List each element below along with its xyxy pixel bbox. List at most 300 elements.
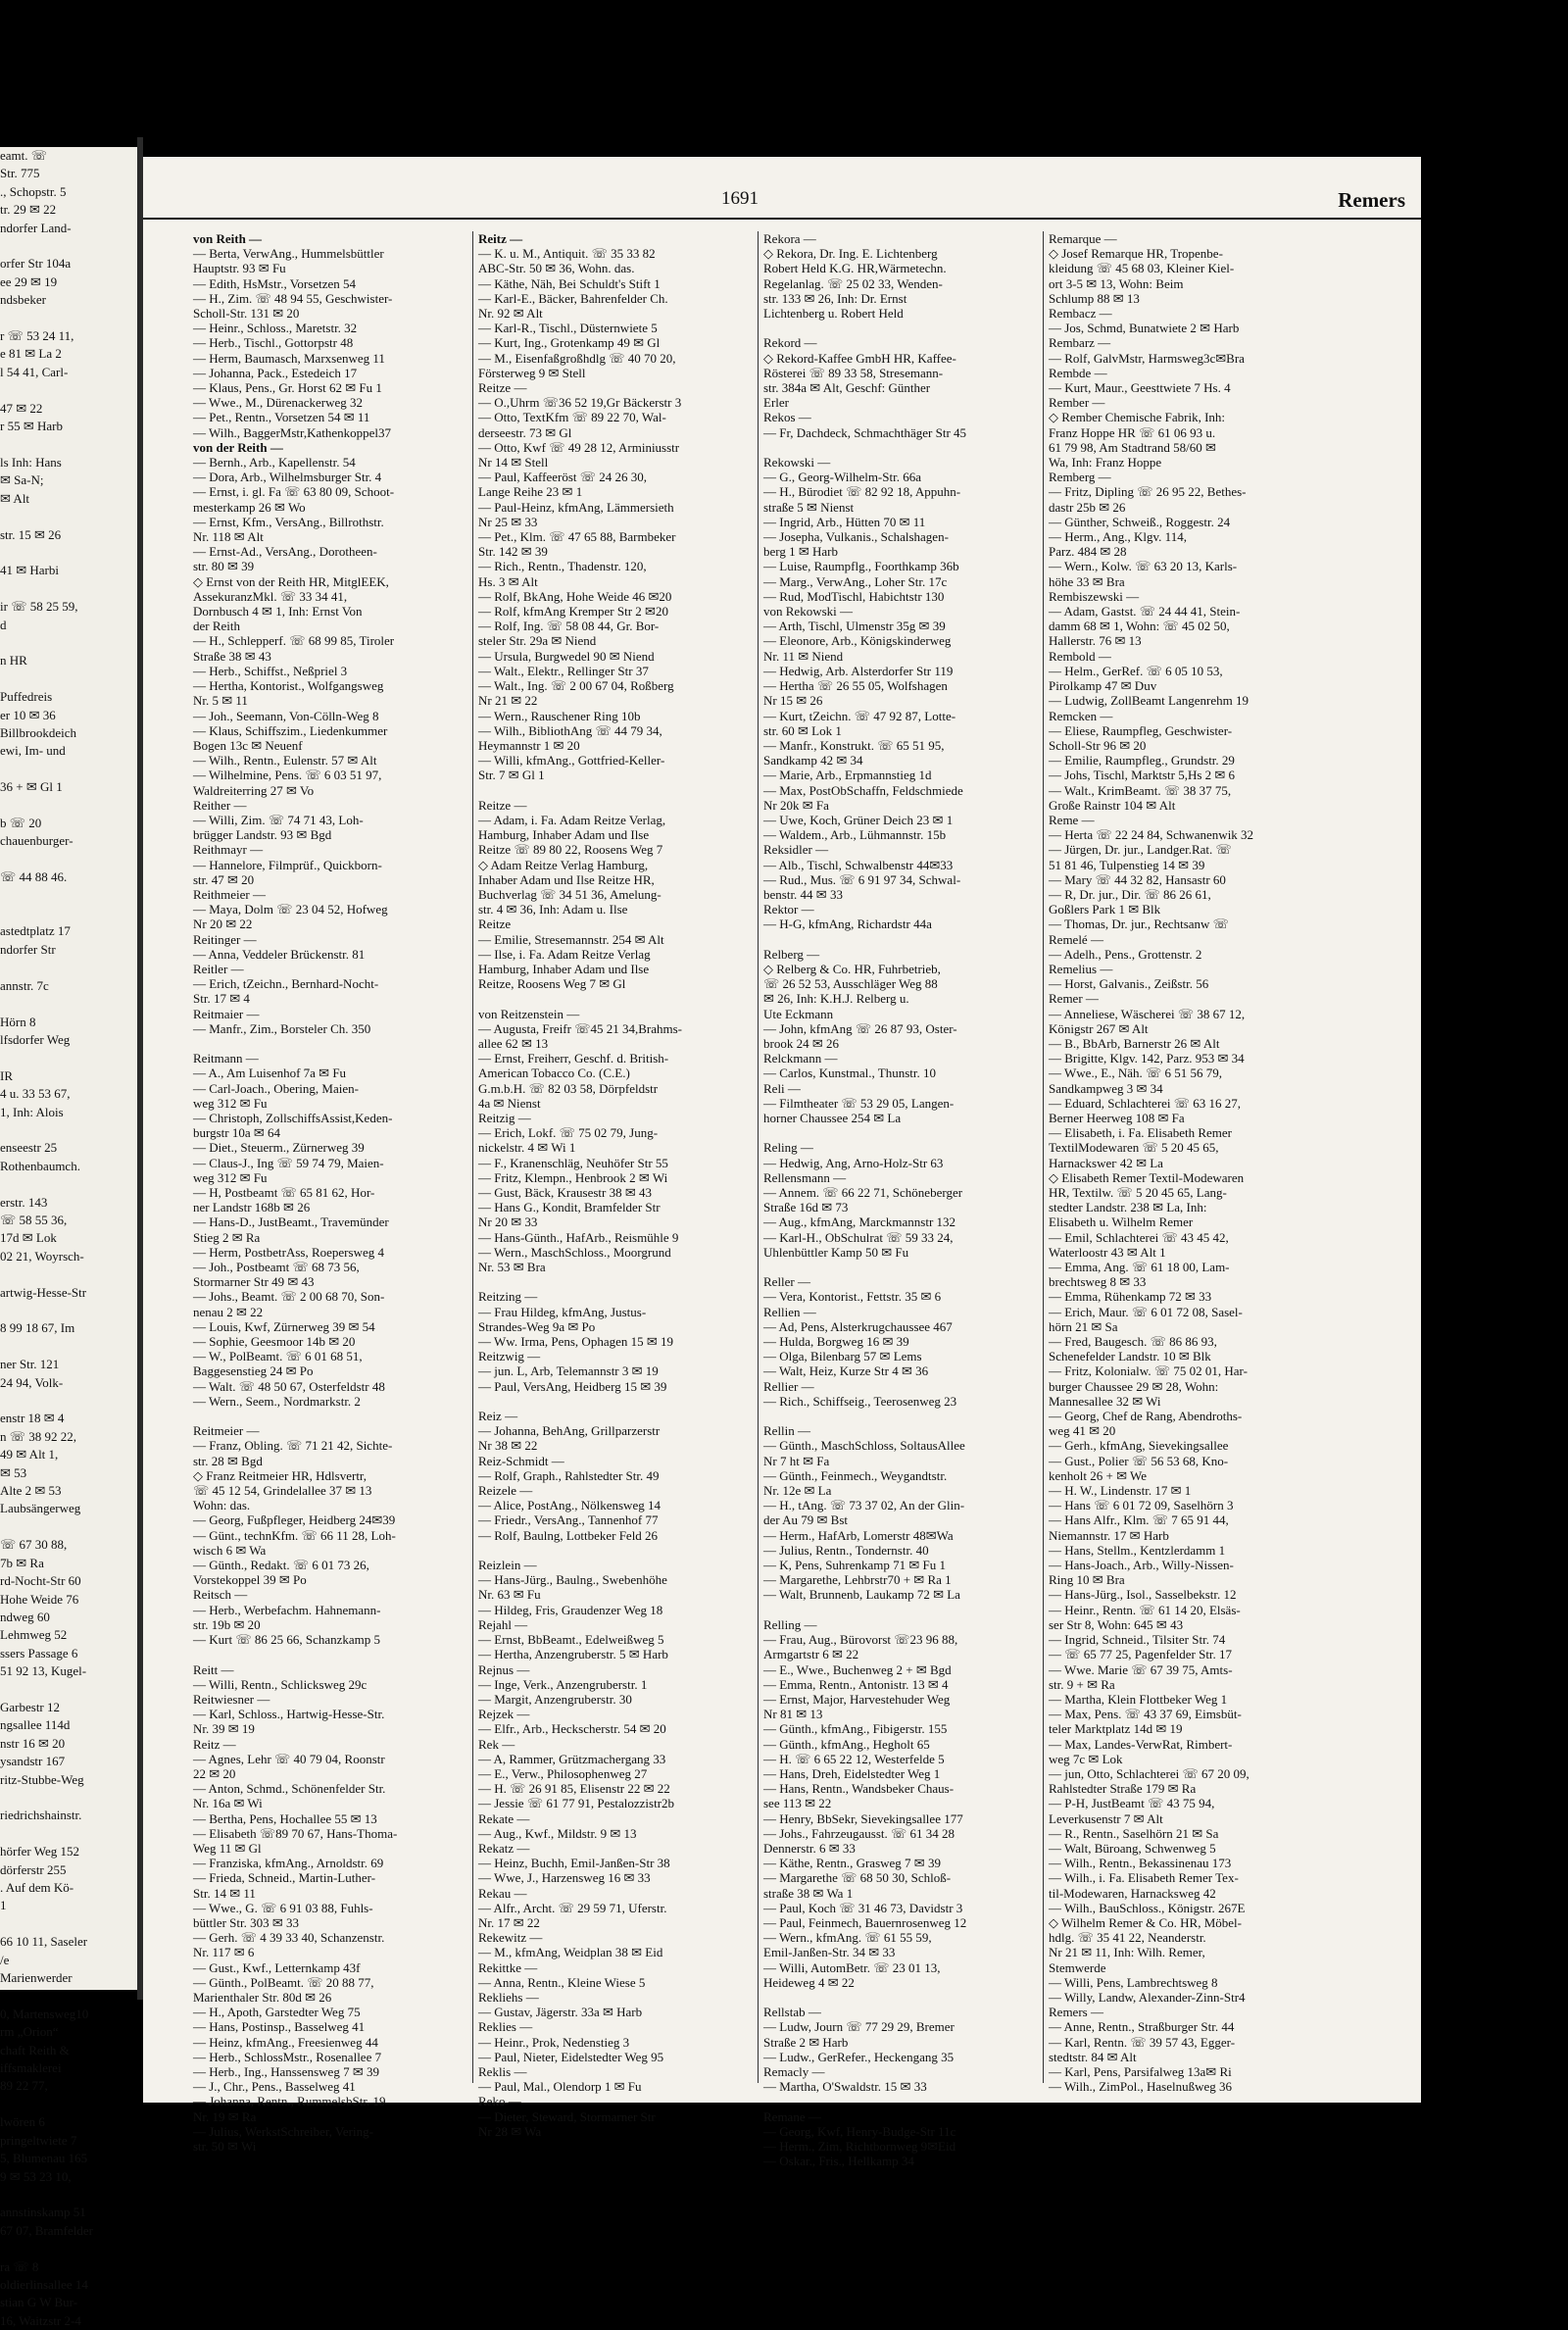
entry-line: — H. ☏ 6 65 22 12, Westerfelde 5 — [763, 1751, 945, 1766]
entry-line: — Max, Pens. ☏ 43 37 69, Eimsbüt- — [1049, 1707, 1242, 1722]
entry-line: — Herb., SchlossMstr., Rosenallee 7 — [193, 2049, 382, 2064]
entry-line: — Joh., Seemann, Von-Cölln-Weg 8 — [193, 708, 379, 723]
entry-line: 61 79 98, Am Stadtrand 58/60 ✉ — [1049, 439, 1216, 455]
entry-heading: Remane — — [763, 2108, 821, 2124]
entry-line: — Edith, HsMstr., Vorsetzen 54 — [193, 275, 356, 291]
directory-column-1 — [188, 231, 472, 2154]
entry-line: — Emma, Rentn., Antonistr. 13 ✉ 4 — [763, 1676, 949, 1692]
entry-line: — Wilh., Rentn., Bekassinenau 173 — [1049, 1856, 1232, 1871]
entry-line: til-Modewaren, Harnacksweg 42 — [1049, 1885, 1216, 1901]
entry-line: — Eleonore, Arb., Königskinderweg — [763, 633, 952, 649]
entry-line: — H., Apoth, Garstedter Weg 75 — [193, 2005, 361, 2020]
entry-line: Parz. 484 ✉ 28 — [1049, 544, 1127, 560]
entry-line: — Berta, VerwAng., Hummelsbüttler — [193, 246, 384, 262]
entry-line: — A., Am Luisenhof 7a ✉ Fu — [193, 1066, 347, 1081]
entry-line: Waterloostr 43 ✉ Alt 1 — [1049, 1244, 1166, 1260]
entry-line: — O.,Uhrm ☏36 52 19,Gr Bäckerstr 3 — [478, 395, 682, 411]
entry-line: — Filmtheater ☏ 53 29 05, Langen- — [763, 1095, 955, 1111]
entry-heading: Reklis — — [478, 2063, 527, 2079]
entry-line: — Kurt, tZeichn. ☏ 47 92 87, Lotte- — [763, 708, 956, 723]
entry-line: str. 28 ✉ Bgd — [193, 1453, 263, 1468]
left-page-line: lfsdorfer Weg — [0, 1031, 71, 1047]
entry-line: — Aug., kfmAng, Marckmannstr 132 — [763, 1215, 956, 1230]
entry-line: Ute Eckmann — [763, 1006, 834, 1021]
left-page-line: Marienwerder — [0, 1970, 73, 1986]
entry-line: — Hedwig, Arb. Alsterdorfer Str 119 — [763, 663, 954, 678]
entry-line: Franz Hoppe HR ☏ 61 06 93 u. — [1049, 424, 1216, 440]
left-page-line: ner Str. 121 — [0, 1357, 60, 1372]
entry-line: — Paul, Feinmech, Bauernrosenweg 12 — [763, 1914, 967, 1930]
entry-line: ◇ Ernst von der Reith HR, MitglEEK, — [193, 573, 389, 589]
entry-line: — Käthe, Näh, Bei Schuldt's Stift 1 — [478, 275, 661, 291]
entry-line: — J., Chr., Pens., Basselweg 41 — [193, 2079, 356, 2095]
entry-line: — Waldem., Arb., Lühmannstr. 15b — [763, 827, 947, 843]
entry-line: — R., Rentn., Saselhörn 21 ✉ Sa — [1049, 1825, 1219, 1841]
entry-line — [478, 991, 753, 1006]
entry-line: — ☏ 65 77 25, Pagenfelder Str. 17 — [1049, 1647, 1233, 1662]
entry-heading: Reli — — [763, 1080, 801, 1096]
left-page-line: hörfer Weg 152 — [0, 1844, 80, 1859]
entry-line: — Joh., Postbeamt ☏ 68 73 56, — [193, 1260, 360, 1275]
entry-line: — Walt. ☏ 48 50 67, Osterfeldstr 48 — [193, 1378, 385, 1394]
entry-heading: Reizlein — — [478, 1558, 537, 1573]
entry-line: — Günth., Redakt. ☏ 6 01 73 26, — [193, 1558, 369, 1573]
entry-heading: Reitsch — — [193, 1587, 248, 1603]
entry-line: — H. W., Lindenstr. 17 ✉ 1 — [1049, 1483, 1192, 1499]
entry-line: — Aug., Kwf., Mildstr. 9 ✉ 13 — [478, 1825, 637, 1841]
page-header — [143, 188, 1421, 220]
left-page-line: Str. 775 — [0, 166, 40, 181]
entry-line: — Rolf, GalvMstr, Harmsweg3c✉Bra — [1049, 350, 1245, 366]
entry-line: — Anna, Veddeler Brückenstr. 81 — [193, 946, 366, 962]
left-page-line: n ☏ 38 92 22, — [0, 1428, 77, 1444]
entry-heading: Rembold — — [1049, 648, 1111, 664]
entry-line: — Sophie, Geesmoor 14b ✉ 20 — [193, 1334, 356, 1350]
entry-line: — Wilh., BaggerMstr,Kathenkoppel37 — [193, 424, 391, 440]
entry-line: — Günth., PolBeamt. ☏ 20 88 77, — [193, 1974, 374, 1990]
entry-line: — Martha, Klein Flottbeker Weg 1 — [1049, 1691, 1228, 1707]
entry-line: — G., Georg-Wilhelm-Str. 66a — [763, 470, 921, 485]
entry-line: — Emma, Ang. ☏ 61 18 00, Lam- — [1049, 1260, 1230, 1275]
entry-heading: Rellensmann — — [763, 1169, 847, 1185]
entry-line: — Erich, Lokf. ☏ 75 02 79, Jung- — [478, 1125, 659, 1141]
entry-line: — Herm, Baumasch, Marxsenweg 11 — [193, 350, 385, 366]
entry-line: — Hans, Stellm., Kentzlerdamm 1 — [1049, 1542, 1226, 1558]
entry-line: brechtsweg 8 ✉ 33 — [1049, 1274, 1147, 1290]
entry-heading: Rellin — — [763, 1423, 811, 1439]
entry-line: — A, Rammer, Grützmachergang 33 — [478, 1751, 666, 1766]
entry-line: ☏ 26 52 53, Ausschläger Weg 88 — [763, 976, 938, 992]
entry-line: Nr. 16a ✉ Wi — [193, 1796, 263, 1811]
entry-line: — Uwe, Koch, Grüner Deich 23 ✉ 1 — [763, 812, 954, 827]
entry-line — [193, 1647, 467, 1661]
entry-line: Lichtenberg u. Robert Held — [763, 306, 904, 322]
entry-line: — Anna, Rentn., Kleine Wiese 5 — [478, 1974, 646, 1990]
entry-line: — H., tAng. ☏ 73 37 02, An der Glin- — [763, 1498, 965, 1513]
entry-line: — Herm., HafArb, Lomerstr 48✉Wa — [763, 1527, 954, 1543]
entry-line: — Wwe., M., Dürenackerweg 32 — [193, 395, 364, 411]
entry-heading: Reitzing — — [478, 1289, 538, 1305]
entry-line: — Ingrid, Schneid., Tilsiter Str. 74 — [1049, 1632, 1226, 1648]
entry-line: Nr 20 ✉ 33 — [478, 1215, 538, 1230]
entry-line: Waldreiterring 27 ✉ Vo — [193, 782, 315, 798]
entry-line: — H., Bürodiet ☏ 82 92 18, Appuhn- — [763, 484, 961, 500]
entry-line: burgstr 10a ✉ 64 — [193, 1125, 281, 1141]
entry-line: — Horst, Galvanis., Zeißstr. 56 — [1049, 976, 1209, 992]
entry-line: — Marie, Arb., Erpmannstieg 1d — [763, 768, 932, 783]
entry-heading: Rekora — — [763, 231, 816, 246]
entry-line: — Günth., kfmAng., Hegholt 65 — [763, 1736, 930, 1752]
left-page-line — [0, 1825, 137, 1843]
entry-line: Straße 2 ✉ Harb — [763, 2034, 849, 2050]
entry-line: Reitze ☏ 89 80 22, Roosens Weg 7 — [478, 842, 663, 858]
left-page-line: dörferstr 255 — [0, 1861, 67, 1877]
entry-line: — E., Wwe., Buchenweg 2 + ✉ Bgd — [763, 1661, 952, 1677]
entry-line: — Rolf, BkAng, Hohe Weide 46 ✉20 — [478, 588, 672, 604]
left-page-line — [0, 1338, 137, 1356]
left-page-line: 24 94, Volk- — [0, 1374, 64, 1390]
entry-heading: Reitler — — [193, 961, 244, 976]
entry-line: — Mary ☏ 44 32 82, Hansastr 60 — [1049, 871, 1226, 887]
entry-line: — Hans Alfr., Klm. ☏ 7 65 91 44, — [1049, 1512, 1229, 1528]
entry-line: — Klaus, Pens., Gr. Horst 62 ✉ Fu 1 — [193, 380, 382, 396]
entry-line: — Hans-Jürg., Isol., Sasselbekstr. 12 — [1049, 1587, 1237, 1603]
entry-line: — Hans, Rentn., Wandsbeker Chaus- — [763, 1781, 955, 1797]
entry-line: Robert Held K.G. HR,Wärmetechn. — [763, 261, 947, 276]
entry-line: — Günt., technKfm. ☏ 66 11 28, Loh- — [193, 1527, 396, 1543]
entry-line — [763, 2094, 1038, 2108]
entry-line: Rösterei ☏ 89 33 58, Stresemann- — [763, 365, 944, 380]
entry-line: — Jos, Schmd, Bunatwiete 2 ✉ Harb — [1049, 321, 1240, 336]
entry-line: Str. 142 ✉ 39 — [478, 544, 548, 560]
entry-line: — Elisabeth, i. Fa. Elisabeth Remer — [1049, 1125, 1233, 1141]
entry-heading: Remcken — — [1049, 708, 1113, 723]
entry-line: kenholt 26 + ✉ We — [1049, 1467, 1147, 1483]
entry-line: Nr 81 ✉ 13 — [763, 1707, 823, 1722]
entry-line: stedter Landstr. 238 ✉ La, Inh: — [1049, 1200, 1207, 1215]
entry-line: — Emilie, Raumpfleg., Grundstr. 29 — [1049, 753, 1235, 768]
entry-line: — Gerh. ☏ 4 39 33 40, Schanzenstr. — [193, 1930, 385, 1946]
entry-line: — Manfr., Konstrukt. ☏ 65 51 95, — [763, 737, 945, 753]
entry-line: — Alfr., Archt. ☏ 29 59 71, Uferstr. — [478, 1900, 667, 1915]
entry-heading: Reitt — — [193, 1661, 234, 1677]
entry-line: Straße 16d ✉ 73 — [763, 1200, 849, 1215]
left-page-line — [0, 797, 137, 815]
entry-line — [763, 1990, 1038, 2005]
entry-line: — Rolf, Graph., Rahlstedter Str. 49 — [478, 1467, 660, 1483]
entry-line: — Klaus, Schiffszim., Liedenkummer — [193, 722, 388, 738]
entry-line: Schlump 88 ✉ 13 — [1049, 290, 1140, 306]
entry-line: — Wwe., E., Näh. ☏ 6 51 56 79, — [1049, 1066, 1223, 1081]
entry-heading: Remers — — [1049, 2005, 1103, 2020]
left-page-line: Billbrookdeich — [0, 725, 76, 740]
entry-line: — Emma, Rühenkamp 72 ✉ 33 — [1049, 1289, 1212, 1305]
entry-line: — Thomas, Dr. jur., Rechtsanw ☏ — [1049, 917, 1229, 932]
entry-line: — Wern., Kolw. ☏ 63 20 13, Karls- — [1049, 559, 1238, 574]
entry-line: — Wwe., G. ☏ 6 91 03 88, Fuhls- — [193, 1900, 373, 1915]
entry-line: — Herb., Ing., Hanssensweg 7 ✉ 39 — [193, 2063, 379, 2079]
entry-line: weg 41 ✉ 20 — [1049, 1423, 1116, 1439]
entry-line: Rahlstedter Straße 179 ✉ Ra — [1049, 1781, 1197, 1797]
left-page-line: ra ☏ 8 — [0, 2258, 39, 2274]
left-page-line — [0, 905, 137, 922]
entry-line: Wohn: das. — [193, 1498, 251, 1513]
entry-line: — Johs., Beamt. ☏ 2 00 68 70, Son- — [193, 1289, 385, 1305]
left-page-line: ndweg 60 — [0, 1609, 50, 1624]
entry-heading: Relckmann — — [763, 1051, 838, 1066]
entry-line: — Fritz, Kolonialw. ☏ 75 02 01, Har- — [1049, 1363, 1248, 1379]
left-page-line: ritz-Stubbe-Weg — [0, 1771, 84, 1787]
entry-line: American Tobacco Co. (C.E.) — [478, 1066, 630, 1081]
entry-line: benstr. 44 ✉ 33 — [763, 886, 843, 902]
left-page-line: n HR — [0, 653, 27, 669]
entry-line: — Erich, Maur. ☏ 6 01 72 08, Sasel- — [1049, 1304, 1243, 1319]
entry-line: — Wilhelmine, Pens. ☏ 6 03 51 97, — [193, 768, 382, 783]
entry-line: — Maya, Dolm ☏ 23 04 52, Hofweg — [193, 902, 388, 917]
entry-line: — Hertha, Kontorist., Wolfgangsweg — [193, 678, 384, 694]
entry-line: — Karl-E., Bäcker, Bahrenfelder Ch. — [478, 290, 668, 306]
entry-line: — Günth., MaschSchloss, SoltausAllee — [763, 1438, 965, 1454]
entry-line: damm 68 ✉ 1, Wohn: ☏ 45 02 50, — [1049, 619, 1230, 634]
left-page-line: enstr 18 ✉ 4 — [0, 1411, 65, 1426]
entry-line: — Hertha ☏ 26 55 05, Wolfshagen — [763, 678, 948, 694]
left-page-line: Lehmweg 52 — [0, 1627, 68, 1643]
entry-line: — Walt., KrimBeamt. ☏ 38 37 75, — [1049, 782, 1232, 798]
entry-line: — Adam, i. Fa. Adam Reitze Verlag, — [478, 812, 666, 827]
entry-line: — Paul, Kaffeeröst ☏ 24 26 30, — [478, 470, 647, 485]
entry-line: — Willi, Zim. ☏ 74 71 43, Loh- — [193, 812, 364, 827]
left-page-line: 5, Blumenau 165 — [0, 2151, 88, 2166]
left-page-line: er 10 ✉ 36 — [0, 707, 56, 722]
entry-line: 22 ✉ 20 — [193, 1765, 236, 1781]
entry-heading: Rekewitz — — [478, 1930, 543, 1946]
entry-line: Goßlers Park 1 ✉ Blk — [1049, 902, 1161, 917]
entry-line: derseestr. 73 ✉ Gl — [478, 424, 572, 440]
entry-line: HR, Textilw. ☏ 5 20 45 65, Lang- — [1049, 1185, 1227, 1200]
entry-line: — Friedr., VersAng., Tannenhof 77 — [478, 1512, 659, 1528]
entry-line: Nr. 53 ✉ Bra — [478, 1260, 546, 1275]
entry-line: — Anneliese, Wäscherei ☏ 38 67 12, — [1049, 1006, 1246, 1021]
entry-line: teler Marktplatz 14d ✉ 19 — [1049, 1721, 1183, 1737]
entry-line: str. 60 ✉ Lok 1 — [763, 722, 842, 738]
entry-line: — Alice, PostAng., Nölkensweg 14 — [478, 1498, 661, 1513]
entry-line: — Kurt, Maur., Geesttwiete 7 Hs. 4 — [1049, 380, 1231, 396]
entry-line: — Ursula, Burgwedel 90 ✉ Niend — [478, 648, 655, 664]
left-page-line: annstr. 7c — [0, 977, 49, 993]
entry-line: — Wwe. Marie ☏ 67 39 75, Amts- — [1049, 1661, 1233, 1677]
left-page-line: astedtplatz 17 — [0, 923, 71, 939]
entry-line: Scholl-Str 96 ✉ 20 — [1049, 737, 1147, 753]
entry-line: Pirolkamp 47 ✉ Duv — [1049, 678, 1157, 694]
entry-line: höhe 33 ✉ Bra — [1049, 573, 1125, 589]
entry-heading: Rekau — — [478, 1885, 527, 1901]
entry-heading: Reitze — — [478, 797, 527, 813]
entry-line: — Karl, Schloss., Hartwig-Hesse-Str. — [193, 1707, 385, 1722]
left-page-line: pringeltwiete 7 — [0, 2132, 77, 2148]
entry-line: — Heinr., Prok, Nedenstieg 3 — [478, 2034, 630, 2050]
entry-line: — Walt, Büroang, Schwenweg 5 — [1049, 1840, 1216, 1856]
entry-line: — Rolf, kfmAng Kremper Str 2 ✉20 — [478, 604, 668, 620]
entry-line: Nr. 17 ✉ 22 — [478, 1914, 540, 1930]
entry-line: — K, Pens, Suhrenkamp 71 ✉ Fu 1 — [763, 1558, 947, 1573]
entry-line: — Ludwig, ZollBeamt Langenrehm 19 — [1049, 693, 1249, 709]
entry-line: ◇ Adam Reitze Verlag Hamburg, — [478, 857, 649, 872]
entry-line: Scholl-Str. 131 ✉ 20 — [193, 306, 300, 322]
left-page-line: d — [0, 617, 7, 632]
left-page-line: e 81 ✉ La 2 — [0, 346, 62, 362]
directory-column-2 — [472, 231, 758, 2139]
entry-line: Nr. 39 ✉ 19 — [193, 1721, 255, 1737]
entry-line: — H., Zim. ☏ 48 94 55, Geschwister- — [193, 290, 393, 306]
left-page-line: IR — [0, 1067, 13, 1083]
left-page-line: /e — [0, 1952, 10, 1967]
entry-heading: Reitwiesner — — [193, 1691, 270, 1707]
left-page-line: iffsmaklerei — [0, 2060, 62, 2076]
entry-line: ◇ Elisabeth Remer Textil-Modewaren — [1049, 1169, 1245, 1185]
entry-line: — Margit, Anzengruberstr. 30 — [478, 1691, 632, 1707]
entry-line: — K. u. M., Antiquit. ☏ 35 33 82 — [478, 246, 656, 262]
left-page-line: ysandstr 167 — [0, 1754, 66, 1769]
entry-line: — Johanna, Rentn., RummelsbStr. 19 — [193, 2094, 386, 2109]
left-page-line: ndsbeker — [0, 292, 46, 308]
entry-line: — Arth, Tischl, Ulmenstr 35g ✉ 39 — [763, 619, 946, 634]
left-page-line: riedrichshainstr. — [0, 1808, 82, 1823]
running-head: Remers — [1338, 188, 1405, 212]
entry-line: — Rud, ModTischl, Habichtstr 130 — [763, 588, 945, 604]
left-page-line — [0, 1175, 137, 1193]
entry-line: — H-G, kfmAng, Richardstr 44a — [763, 917, 932, 932]
entry-line: — Willy, Landw, Alexander-Zinn-Str4 — [1049, 1989, 1246, 2005]
entry-line: AssekuranzMkl. ☏ 33 34 41, — [193, 588, 348, 604]
left-page-line: Hörn 8 — [0, 1014, 36, 1029]
entry-line: — Wilh., BauSchloss., Königstr. 267E — [1049, 1900, 1246, 1915]
entry-line: — Willi, Pens, Lambrechtsweg 8 — [1049, 1974, 1218, 1990]
entry-line: wisch 6 ✉ Wa — [193, 1542, 267, 1558]
left-page-line: chauenburger- — [0, 833, 74, 849]
entry-line: — E., Verw., Philosophenweg 27 — [478, 1765, 648, 1781]
entry-heading: Relling — — [763, 1616, 817, 1632]
left-page-line: annstinskamp 51 — [0, 2205, 86, 2220]
entry-heading: Remelé — — [1049, 931, 1103, 947]
entry-line: — Herta ☏ 22 24 84, Schwanenwik 32 — [1049, 827, 1254, 843]
entry-line: — Wern., MaschSchloss., Moorgrund — [478, 1244, 671, 1260]
entry-line: — F., Kranenschläg, Neuhöfer Str 55 — [478, 1155, 668, 1170]
entry-line: — Gust., Polier ☏ 56 53 68, Kno- — [1049, 1453, 1229, 1468]
entry-line: str. 4 ✉ 36, Inh: Adam u. Ilse — [478, 902, 628, 917]
left-page-line: 47 ✉ 22 — [0, 400, 43, 416]
entry-line: — Gerh., kfmAng, Sievekingsallee — [1049, 1438, 1229, 1454]
entry-line: Armgartstr 6 ✉ 22 — [763, 1647, 859, 1662]
entry-line: ner Landstr 168b ✉ 26 — [193, 1200, 311, 1215]
left-page-line: Puffedreis — [0, 689, 53, 705]
entry-line: horner Chaussee 254 ✉ La — [763, 1110, 902, 1125]
entry-line: — Kurt, Ing., Grotenkamp 49 ✉ Gl — [478, 335, 661, 351]
entry-heading: Reizele — — [478, 1483, 533, 1499]
entry-line: der Reith — [193, 619, 241, 634]
entry-line: — Hedwig, Ang, Arno-Holz-Str 63 — [763, 1155, 944, 1170]
entry-line: — Kurt ☏ 86 25 66, Schanzkamp 5 — [193, 1632, 381, 1648]
entry-line: — Eduard, Schlachterei ☏ 63 16 27, — [1049, 1095, 1242, 1111]
entry-line: Stormarner Str 49 ✉ 43 — [193, 1274, 315, 1290]
entry-line: kleidung ☏ 45 68 03, Kleiner Kiel- — [1049, 261, 1235, 276]
entry-line: — Karl-H., ObSchulrat ☏ 59 33 24, — [763, 1229, 954, 1245]
left-page-line: Alte 2 ✉ 53 — [0, 1483, 62, 1499]
entry-line: — H, Postbeamt ☏ 65 81 62, Hor- — [193, 1185, 375, 1200]
entry-line: — John, kfmAng ☏ 26 87 93, Oster- — [763, 1020, 957, 1036]
entry-line: str. 47 ✉ 20 — [193, 871, 255, 887]
entry-line: Inhaber Adam und Ilse Reitze HR, — [478, 871, 655, 887]
entry-line: Strandes-Weg 9a ✉ Po — [478, 1318, 596, 1334]
entry-line: Nr. 63 ✉ Fu — [478, 1587, 541, 1603]
entry-line: str. 50 ✉ Wi — [193, 2139, 257, 2154]
entry-line: Straße 38 ✉ 43 — [193, 648, 271, 664]
entry-line: — Hulda, Borgweg 16 ✉ 39 — [763, 1334, 909, 1350]
entry-line: — H., Schlepperf. ☏ 68 99 85, Tiroler — [193, 633, 395, 649]
entry-line: ◇ Franz Reitmeier HR, Hdlsvertr, — [193, 1467, 367, 1483]
entry-line: — Jessie ☏ 61 77 91, Pestalozzistr2b — [478, 1796, 675, 1811]
entry-heading: Reitinger — — [193, 931, 257, 947]
entry-line: — Otto, Kwf ☏ 49 28 12, Arminiusstr — [478, 439, 680, 455]
entry-line: Nr. 118 ✉ Alt — [193, 529, 264, 545]
entry-line: — Hertha, Anzengruberstr. 5 ✉ Harb — [478, 1647, 668, 1662]
left-page-line: ☏ 58 55 36, — [0, 1212, 68, 1227]
entry-heading: Reither — — [193, 797, 247, 813]
entry-line: — W., PolBeamt. ☏ 6 01 68 51, — [193, 1349, 363, 1364]
entry-line: — Christoph, ZollschiffsAssist,Keden- — [193, 1110, 393, 1125]
entry-line: — Ernst, Kfm., VersAng., Billrothstr. — [193, 514, 384, 529]
directory-column-3 — [758, 231, 1043, 2169]
left-page-line: eamt. ☏ — [0, 148, 48, 163]
entry-line: — Georg, Chef de Rang, Abendroths- — [1049, 1409, 1243, 1424]
entry-line: — Wern., Seem., Nordmarkstr. 2 — [193, 1393, 361, 1409]
entry-heading: Remarque — — [1049, 231, 1117, 246]
entry-line: Buchverlag ☏ 34 51 36, Amelung- — [478, 886, 662, 902]
entry-line: ◇ Rekora, Dr. Ing. E. Lichtenberg — [763, 246, 938, 262]
left-page-line: 41 ✉ Harbi — [0, 563, 59, 578]
entry-heading: Rekowski — — [763, 455, 831, 471]
entry-line: — Bernh., Arb., Kapellenstr. 54 — [193, 455, 356, 471]
entry-line: — Hans ☏ 6 01 72 09, Saselhörn 3 — [1049, 1498, 1234, 1513]
entry-line: dastr 25b ✉ 26 — [1049, 499, 1126, 515]
entry-line: — Augusta, Freifr ☏45 21 34,Brahms- — [478, 1020, 682, 1036]
entry-heading: Reitzig — — [478, 1110, 531, 1125]
entry-line: — Pet., Klm. ☏ 47 65 88, Barmbeker — [478, 529, 676, 545]
entry-heading: von Rekowski — — [763, 604, 853, 620]
entry-line: hörn 21 ✉ Sa — [1049, 1318, 1118, 1334]
entry-line: — Walt., Ing. ☏ 2 00 67 04, Roßberg — [478, 678, 674, 694]
entry-line: — Bertha, Pens, Hochallee 55 ✉ 13 — [193, 1810, 377, 1826]
left-page-line: ☏ 67 30 88, — [0, 1537, 68, 1553]
entry-line: Heideweg 4 ✉ 22 — [763, 1974, 855, 1990]
entry-line: — Hans-Jürg., Baulng., Swebenhöhe — [478, 1572, 667, 1588]
entry-line: — Ernst, i. gl. Fa ☏ 63 80 09, Schoot- — [193, 484, 395, 500]
entry-line: — Hans, Postinsp., Basselweg 41 — [193, 2019, 366, 2035]
entry-line: — Rolf, Ing. ☏ 58 08 44, Gr. Bor- — [478, 619, 660, 634]
entry-line: str. 9 + ✉ Ra — [1049, 1676, 1115, 1692]
entry-line: — Gust., Kwf., Letternkamp 43f — [193, 1959, 361, 1975]
entry-line: weg 7c ✉ Lok — [1049, 1751, 1123, 1766]
entry-heading: Reko — — [478, 2094, 521, 2109]
entry-heading: Rekos — — [763, 410, 811, 425]
entry-line: — Marg., VerwAng., Loher Str. 17c — [763, 573, 948, 589]
entry-line: — Elfr., Arb., Heckscherstr. 54 ✉ 20 — [478, 1721, 666, 1737]
entry-line: Leverkusenstr 7 ✉ Alt — [1049, 1810, 1163, 1826]
left-page-line: ✉ 53 — [0, 1464, 27, 1480]
left-page-line: . Auf dem Kö- — [0, 1880, 74, 1895]
entry-line: Hallerstr. 76 ✉ 13 — [1049, 633, 1142, 649]
left-page-line: 9 ✉ 53 23 10, — [0, 2168, 72, 2184]
entry-line: Dornbusch 4 ✉ 1, Inh: Ernst Von — [193, 604, 363, 620]
